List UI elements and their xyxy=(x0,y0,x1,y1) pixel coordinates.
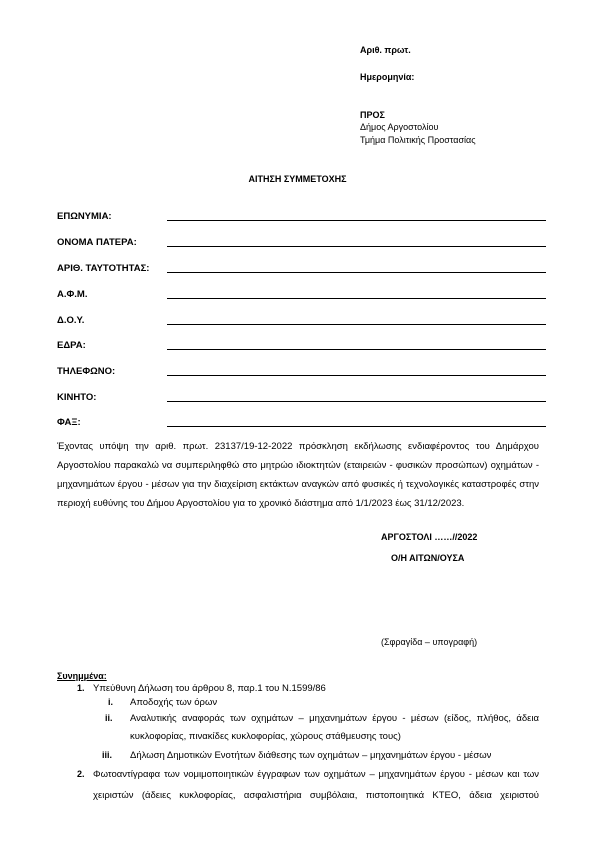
sub-item-number: ii. xyxy=(105,713,113,723)
field-line-id-number[interactable] xyxy=(167,272,546,273)
attachment-number: 2. xyxy=(77,769,85,779)
field-line-father-name[interactable] xyxy=(167,246,546,247)
paragraph-line: περιοχή ευθύνης του Δήμου Αργοστολίου για το χρονικό διάστημα από 1/1/2023 έως 31/12/2023. xyxy=(57,498,465,509)
sub-item-text: Δήλωση Δημοτικών Ενοτήτων διάθεσης των οχημάτων – μηχανημάτων έργου - μέσων xyxy=(130,750,492,761)
field-label-phone: ΤΗΛΕΦΩΝΟ: xyxy=(57,366,116,377)
field-label-id-number: ΑΡΙΘ. ΤΑΥΤΟΤΗΤΑΣ: xyxy=(57,263,150,274)
field-line-company-name[interactable] xyxy=(167,220,546,221)
field-line-seat[interactable] xyxy=(167,349,546,350)
paragraph-line: Έχοντας υπόψη την αριθ. πρωτ. 23137/19-12-2022 πρόσκληση εκδήλωσης ενδιαφέροντος του Δημάρχου xyxy=(57,441,539,452)
field-line-tax-id[interactable] xyxy=(167,298,546,299)
field-label-father-name: ΟΝΟΜΑ ΠΑΤΕΡΑ: xyxy=(57,237,137,248)
recipient-label: ΠΡΟΣ xyxy=(360,110,385,120)
field-line-tax-office[interactable] xyxy=(167,324,546,325)
place-date: ΑΡΓΟΣΤΟΛΙ ……//2022 xyxy=(381,532,478,542)
stamp-signature-label: (Σφραγίδα – υπογραφή) xyxy=(381,637,478,647)
attachment-text: χειριστών (άδειες κυκλοφορίας, ασφαλιστήρια συμβόλαια, πιστοποιητικά ΚΤΕΟ, άδεια χειριστού xyxy=(93,790,539,801)
attachment-number: 1. xyxy=(77,683,85,693)
attachments-heading: Συνημμένα: xyxy=(57,671,107,681)
attachment-text: Υπεύθυνη Δήλωση του άρθρου 8, παρ.1 του Ν.1599/86 xyxy=(93,683,326,694)
field-label-company-name: ΕΠΩΝΥΜΙΑ: xyxy=(57,211,112,222)
request-paragraph xyxy=(57,437,539,513)
field-label-tax-office: Δ.Ο.Υ. xyxy=(57,315,85,326)
document-title: ΑΙΤΗΣΗ ΣΥΜΜΕΤΟΧΗΣ xyxy=(248,174,347,184)
field-label-tax-id: Α.Φ.Μ. xyxy=(57,289,88,300)
field-line-mobile[interactable] xyxy=(167,401,546,402)
field-label-fax: ΦΑΞ: xyxy=(57,417,81,428)
recipient-line-2: Τμήμα Πολιτικής Προστασίας xyxy=(360,135,476,145)
sub-item-number: iii. xyxy=(102,750,113,760)
field-label-seat: ΕΔΡΑ: xyxy=(57,340,86,351)
field-label-mobile: ΚΙΝΗΤΟ: xyxy=(57,392,97,403)
sub-item-text: Αναλυτικής αναφοράς των οχημάτων – μηχανημάτων έργου - μέσων (είδος, πλήθος, άδεια xyxy=(130,713,539,724)
paragraph-line: Αργοστολίου παρακαλώ να συμπεριληφθώ στο μητρώο ιδιοκτητών (εταιρειών - φυσικών προσώπων) οχημάτων - xyxy=(57,460,539,471)
sub-item-number: i. xyxy=(108,697,114,707)
recipient-line-1: Δήμος Αργοστολίου xyxy=(360,122,439,132)
protocol-number-label: Αριθ. πρωτ. xyxy=(360,45,411,55)
paragraph-line: μηχανημάτων έργου - μέσων για την διαχείριση εκτάκτων αναγκών από φυσικές ή τεχνολογικές καταστροφές στην xyxy=(57,479,539,490)
sub-item-text: κυκλοφορίας, πινακίδες κυκλοφορίας, χώρους στάθμευσης τους) xyxy=(130,731,401,742)
attachment-text: Φωτοαντίγραφα των νομιμοποιητικών έγγραφων των οχημάτων – μηχανημάτων έργου - μέσων και των xyxy=(93,769,539,780)
field-line-fax[interactable] xyxy=(167,426,546,427)
date-label: Ημερομηνία: xyxy=(360,72,415,82)
field-line-phone[interactable] xyxy=(167,375,546,376)
sub-item-text: Αποδοχής των όρων xyxy=(130,697,218,708)
applicant-signature-label: Ο/Η ΑΙΤΩΝ/ΟΥΣΑ xyxy=(391,553,465,563)
